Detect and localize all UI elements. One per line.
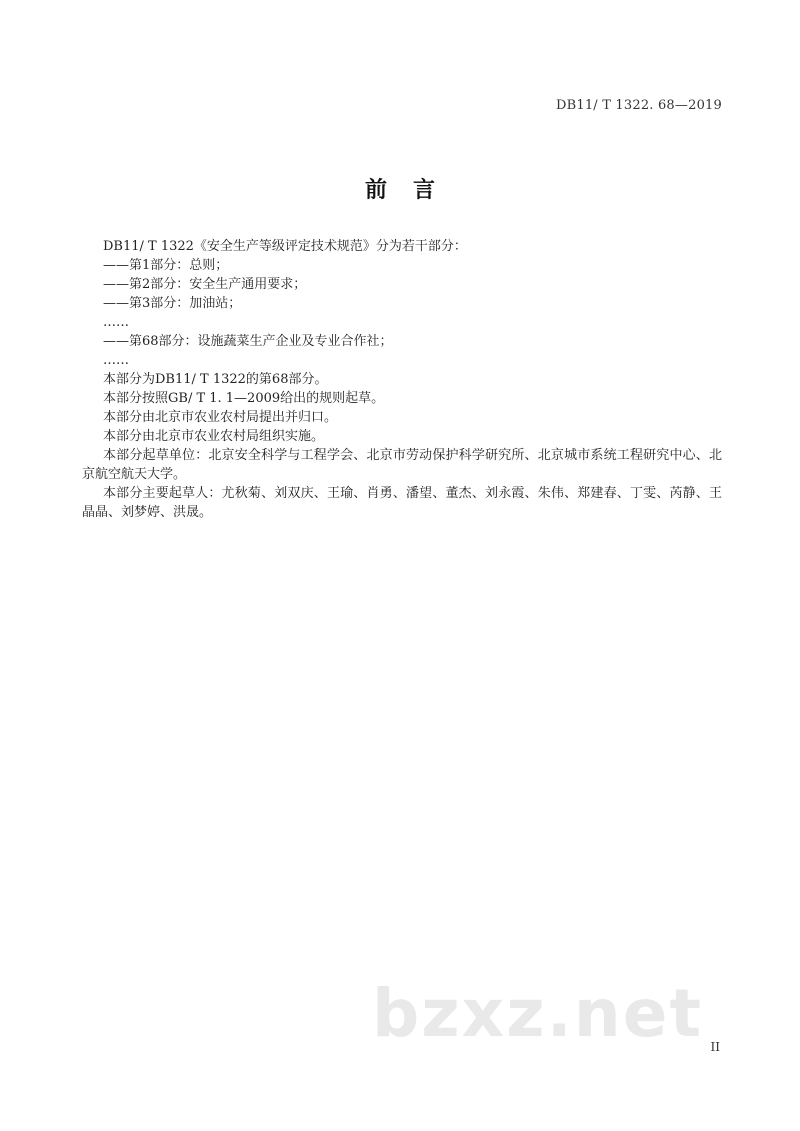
page-number: II [710,1040,720,1054]
list-item-part3: ——第3部分：加油站； [103,296,242,311]
standard-code: DB11/ T 1322. 68—2019 [555,98,722,113]
this-part-paragraph: 本部分为DB11/ T 1322的第68部分。 [103,372,328,387]
organized-by-paragraph: 本部分由北京市农业农村局组织实施。 [103,429,325,444]
page-title: 前言 [364,178,461,203]
list-item-part2: ——第2部分：安全生产通用要求； [103,277,307,292]
watermark: bzxz.net [372,975,704,1052]
list-ellipsis: …… [103,315,129,330]
drafting-units-paragraph: 本部分起草单位：北京安全科学与工程学会、北京市劳动保护科学研究所、北京城市系统工程研究中心、北京航空航天大学。 [82,448,722,482]
drafters-paragraph: 本部分主要起草人：尤秋菊、刘双庆、王瑜、肖勇、潘望、董杰、刘永霞、朱伟、郑建春、丁雯、芮静、王晶晶、刘梦婷、洪晟。 [82,486,722,520]
intro-paragraph: DB11/ T 1322《安全生产等级评定技术规范》分为若干部分： [103,239,467,254]
proposed-by-paragraph: 本部分由北京市农业农村局提出并归口。 [103,410,338,425]
drafting-rules-paragraph: 本部分按照GB/ T 1. 1—2009给出的规则起草。 [103,391,385,406]
list-item-part68: ——第68部分：设施蔬菜生产企业及专业合作社； [103,334,393,349]
list-ellipsis: …… [103,353,129,368]
foreword-body [82,237,722,522]
list-item-part1: ——第1部分：总则； [103,258,229,273]
